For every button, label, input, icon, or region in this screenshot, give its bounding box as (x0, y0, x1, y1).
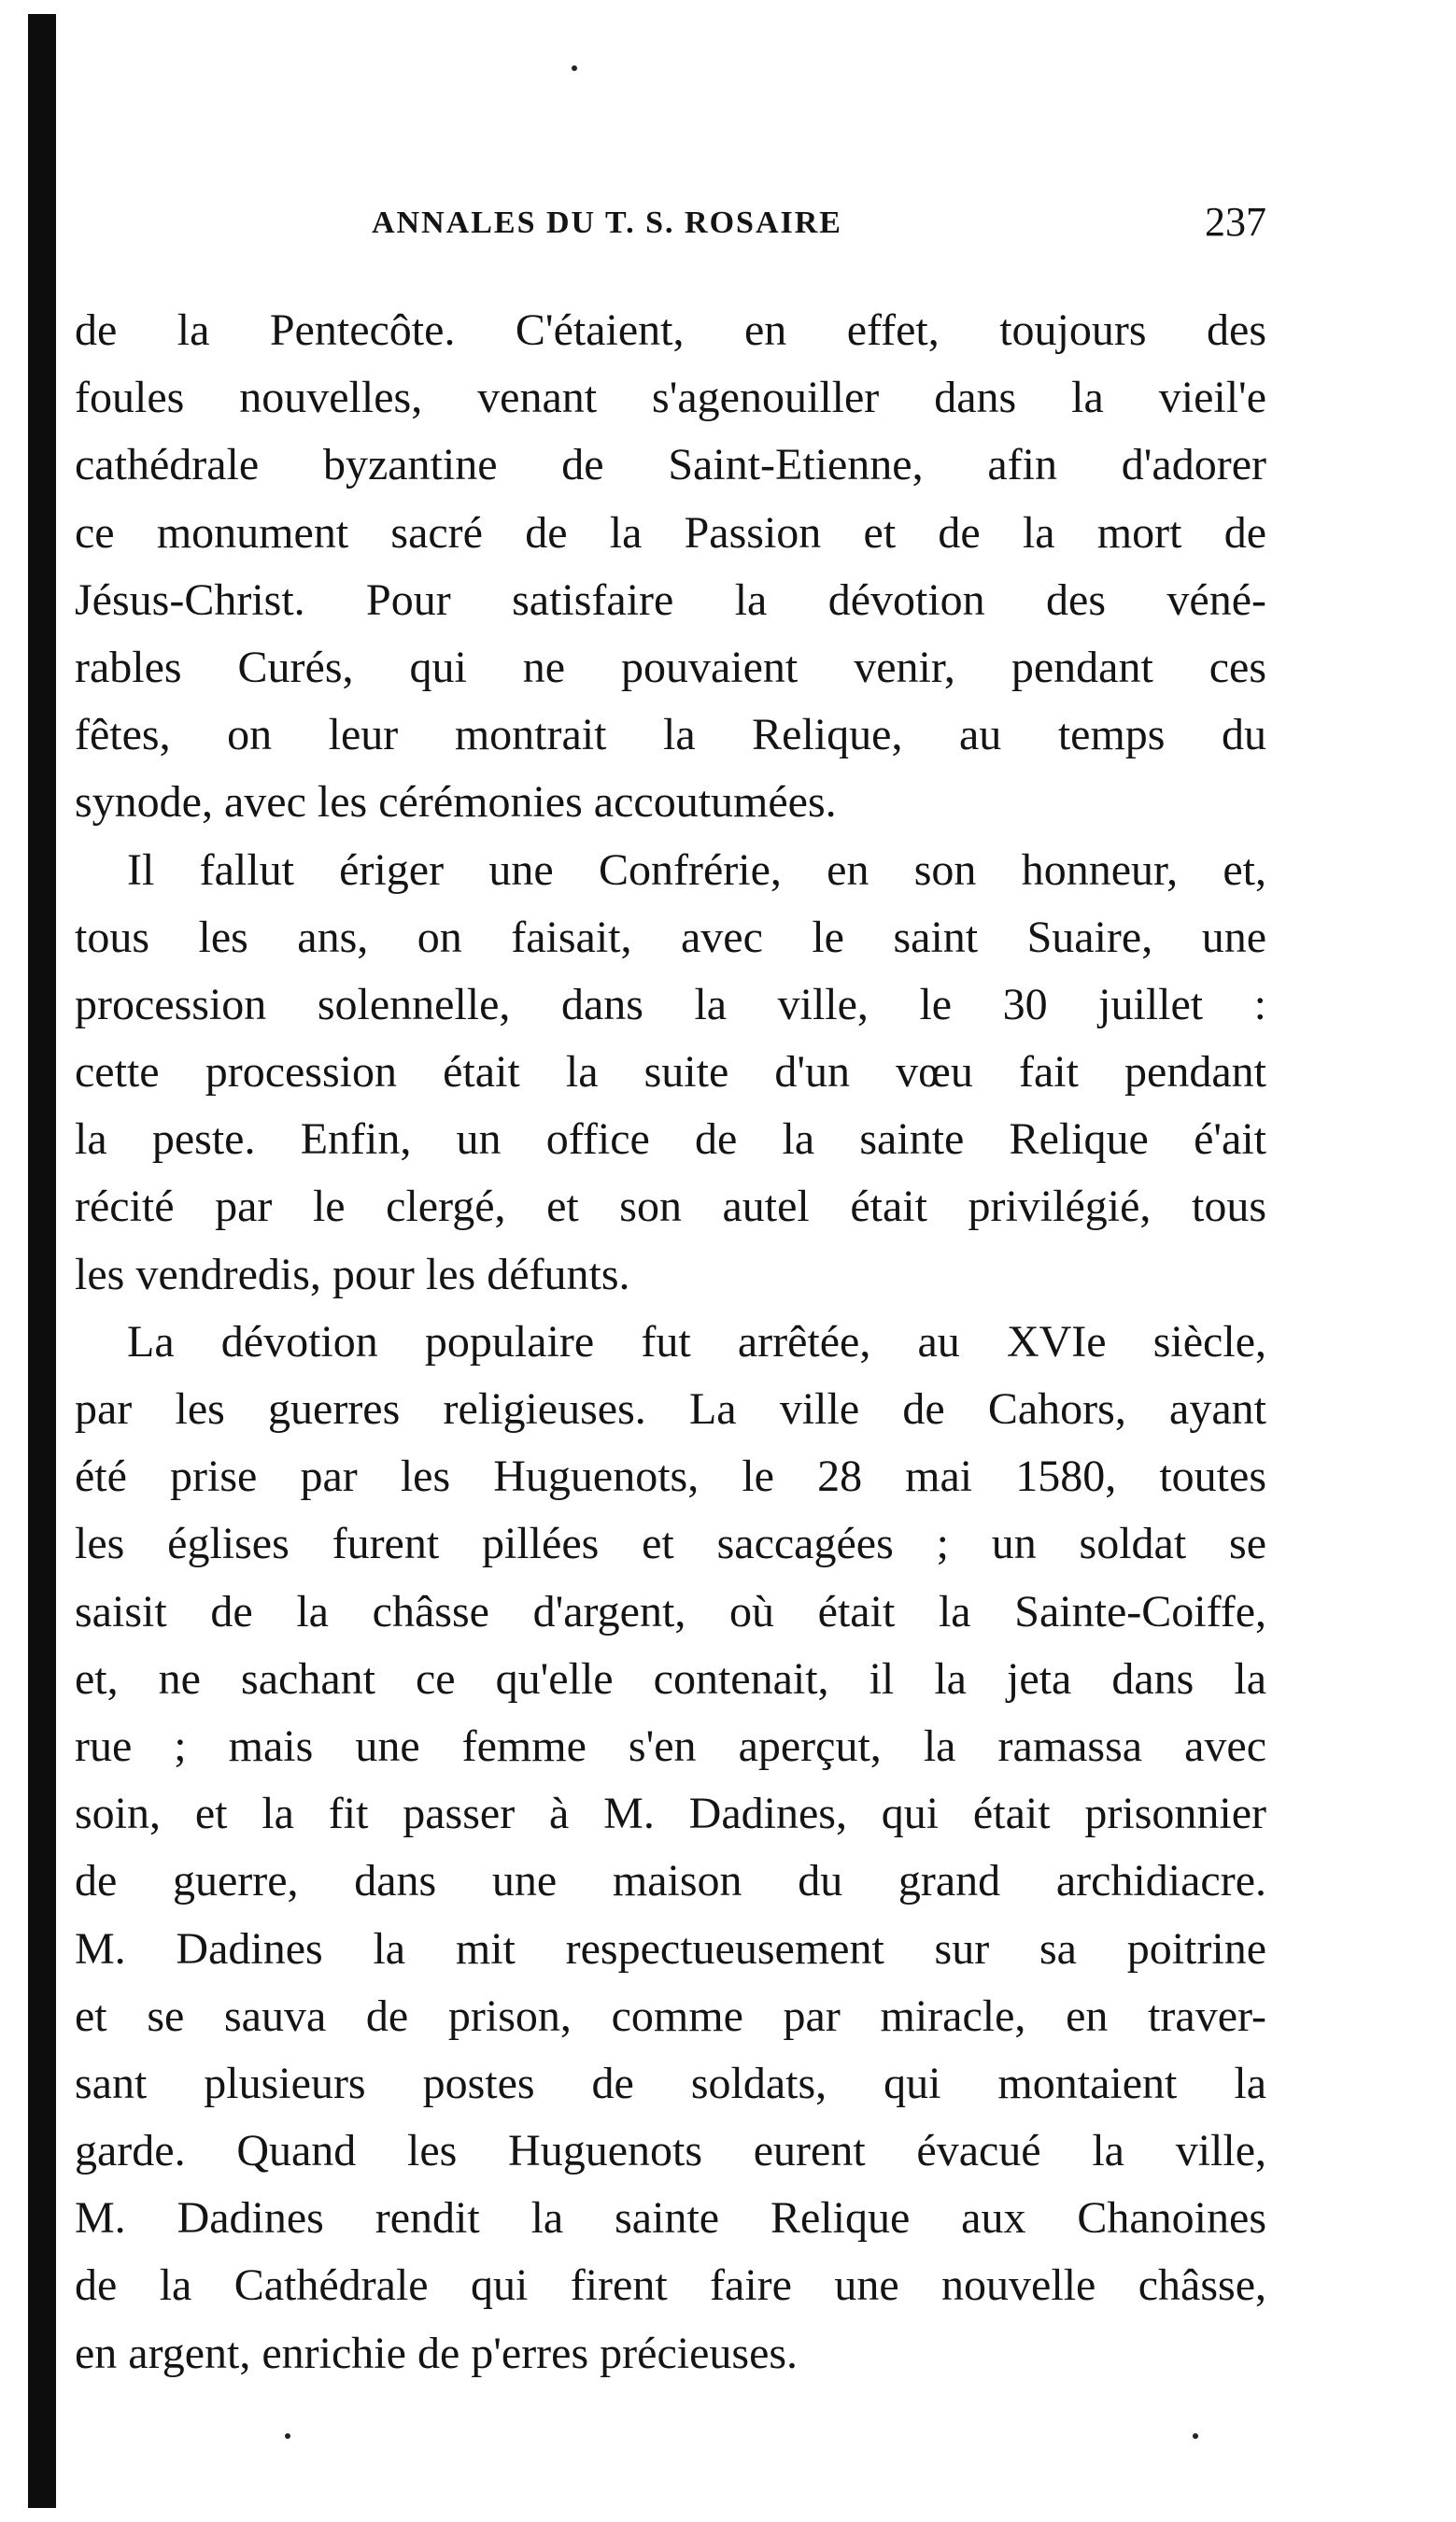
text-line: la peste. Enfin, un office de la sainte Relique é'ait (75, 1114, 1266, 1165)
ink-speck (285, 2433, 290, 2439)
text-line: soin, et la fit passer à M. Dadines, qui était prisonnier (75, 1789, 1266, 1839)
text-line: synode, avec les cérémonies accoutumées. (75, 777, 837, 828)
paragraph-first-line: Il fallut ériger une Confrérie, en son honneur, et, (127, 844, 1266, 895)
text-line: saisit de la châsse d'argent, où était la Sainte-Coiffe, (75, 1586, 1266, 1636)
text-line: cathédrale byzantine de Saint-Etienne, afin d'adorer (75, 440, 1266, 490)
text-line: par les guerres religieuses. La ville de Cahors, ayant (75, 1384, 1266, 1434)
paragraph-first-line: de la Pentecôte. C'étaient, en effet, toujours des (75, 305, 1266, 355)
text-line: rables Curés, qui ne pouvaient venir, pendant ces (75, 642, 1266, 692)
binding-edge (28, 14, 56, 2508)
body-text (75, 297, 1266, 2387)
text-line: été prise par les Huguenots, le 28 mai 1580, toutes (75, 1452, 1266, 1502)
ink-speck (572, 65, 577, 71)
paragraph-first-line: La dévotion populaire fut arrêtée, au XVIe siècle, (127, 1316, 1266, 1367)
text-line: fêtes, on leur montrait la Relique, au temps du (75, 710, 1266, 760)
text-line: procession solennelle, dans la ville, le 30 juillet : (75, 979, 1266, 1029)
text-line: garde. Quand les Huguenots eurent évacué la ville, (75, 2126, 1266, 2176)
text-line: récité par le clergé, et son autel était privilégié, tous (75, 1182, 1266, 1232)
text-line: les vendredis, pour les défunts. (75, 1249, 630, 1299)
text-line: et se sauva de prison, comme par miracle, en traver- (75, 1991, 1266, 2041)
text-line: en argent, enrichie de p'erres précieuses. (75, 2328, 799, 2378)
text-line: tous les ans, on faisait, avec le saint Suaire, une (75, 912, 1266, 962)
text-line: M. Dadines la mit respectueusement sur sa poitrine (75, 1923, 1266, 1974)
ink-speck (1193, 2433, 1198, 2439)
text-line: sant plusieurs postes de soldats, qui montaient la (75, 2058, 1266, 2108)
text-line: rue ; mais une femme s'en aperçut, la ramassa avec (75, 1721, 1266, 1771)
text-line: de la Cathédrale qui firent faire une nouvelle châsse, (75, 2260, 1266, 2311)
text-line: M. Dadines rendit la sainte Relique aux Chanoines (75, 2193, 1266, 2244)
page-header (75, 198, 1266, 254)
text-line: foules nouvelles, venant s'agenouiller dans la vieil'e (75, 373, 1266, 423)
running-title: ANNALES DU T. S. ROSAIRE (372, 205, 842, 240)
text-line: de guerre, dans une maison du grand archidiacre. (75, 1856, 1266, 1906)
page-number: 237 (1205, 199, 1266, 245)
text-line: les églises furent pillées et saccagées ; un soldat se (75, 1519, 1266, 1569)
text-line: ce monument sacré de la Passion et de la mort de (75, 507, 1266, 558)
text-line: et, ne sachant ce qu'elle contenait, il la jeta dans la (75, 1653, 1266, 1704)
text-line: cette procession était la suite d'un vœu fait pendant (75, 1047, 1266, 1098)
text-line: Jésus-Christ. Pour satisfaire la dévotion des véné- (75, 574, 1266, 625)
